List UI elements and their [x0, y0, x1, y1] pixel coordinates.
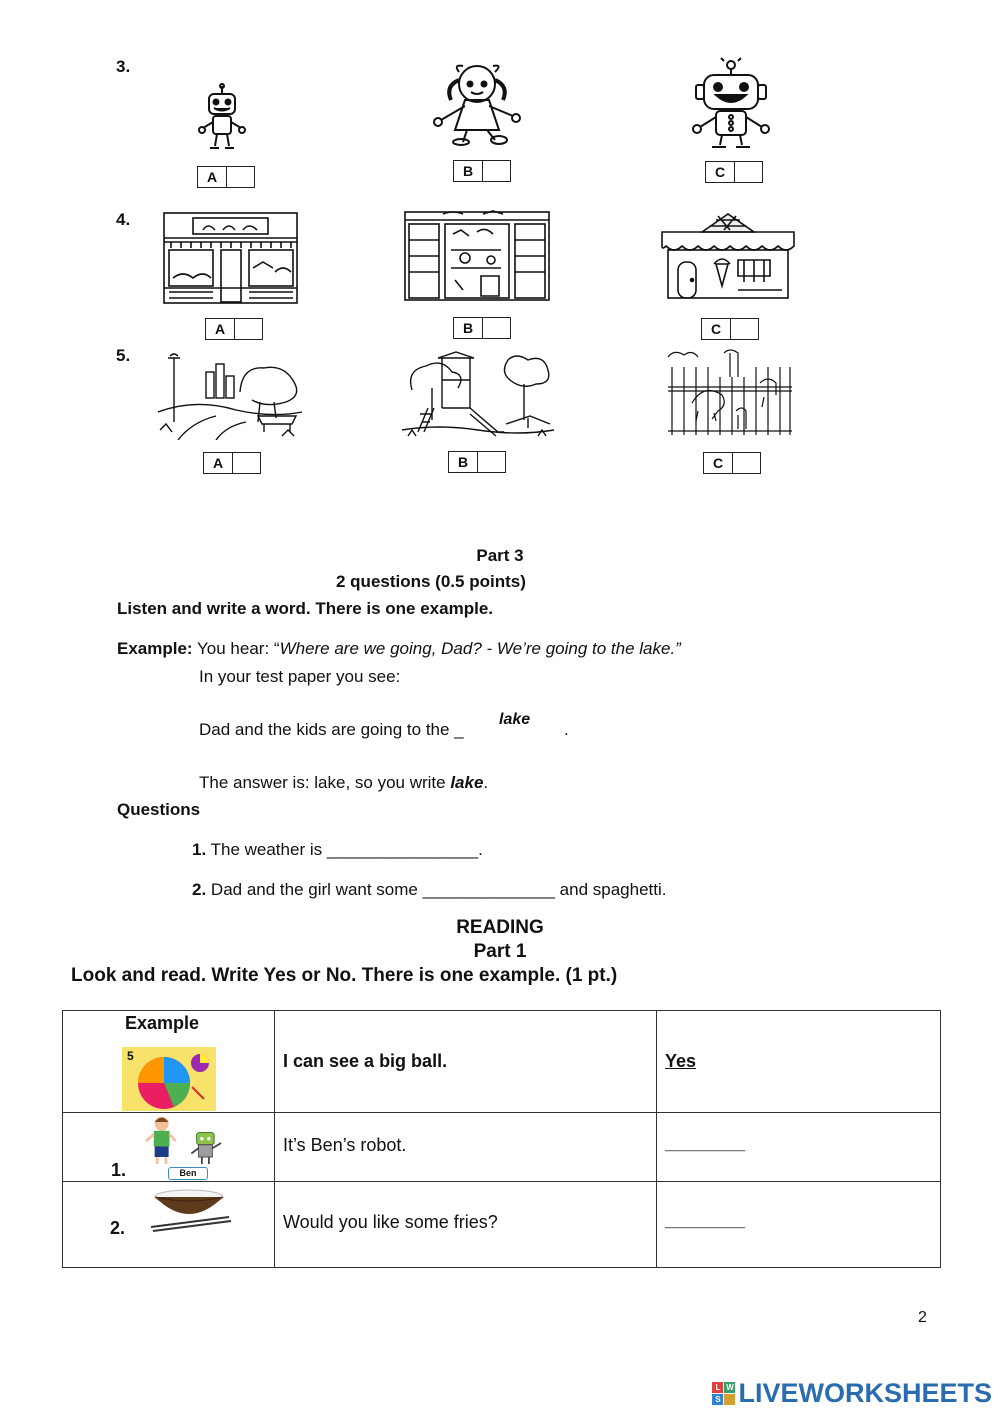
row-number: 2.: [110, 1218, 126, 1238]
answer-line: [199, 773, 488, 793]
boy-and-robot-picture: [136, 1115, 238, 1179]
park-picture: [156, 352, 304, 440]
logo-text: LIVEWORKSHEETS: [738, 1378, 992, 1408]
example-line: [117, 639, 681, 659]
option-label: A: [198, 167, 227, 187]
you-hear-quote: Where are we going, Dad? - We’re going to the lake.”: [279, 639, 681, 658]
table-row: [63, 1011, 941, 1113]
sentence-cell: [275, 1113, 657, 1182]
question-text: Dad and the girl want some ______________ and spaghetti.: [210, 880, 667, 899]
answer-box-b[interactable]: [453, 317, 511, 339]
rag-doll-picture: [425, 60, 530, 146]
picture-cell: [63, 1182, 275, 1268]
option-label: B: [449, 452, 478, 472]
answer-cell[interactable]: [657, 1182, 941, 1268]
in-paper-text: In your test paper you see:: [199, 667, 401, 686]
answer-line-end: .: [483, 773, 489, 792]
option-label: B: [454, 161, 483, 181]
bakery-shop-picture: [163, 212, 298, 304]
question-number: 3.: [116, 57, 131, 76]
option-label: C: [704, 453, 733, 473]
big-robot-picture: [688, 57, 774, 149]
picture-badge: 5: [127, 1049, 134, 1063]
reading-heading: READING: [456, 917, 544, 938]
name-tag: Ben: [168, 1167, 208, 1180]
answer-box-b[interactable]: [453, 160, 511, 182]
answer-box-c[interactable]: [703, 452, 761, 474]
rice-bowl-picture: [145, 1185, 235, 1233]
small-robot-picture: [195, 82, 249, 152]
answer-box-a[interactable]: [205, 318, 263, 340]
part-instruction: Listen and write a word. There is one example.: [117, 599, 493, 618]
logo-badge-icon: L W S: [712, 1382, 735, 1405]
answer-box-a[interactable]: [203, 452, 261, 474]
part-subtitle: 2 questions (0.5 points): [336, 572, 526, 591]
example-label: Example:: [117, 639, 193, 658]
question-number: 4.: [116, 210, 131, 229]
sentence-cell: [275, 1011, 657, 1113]
option-label: B: [454, 318, 483, 338]
answer-line-prefix: The answer is: lake, so you write: [199, 773, 451, 792]
playground-picture: [398, 350, 556, 438]
answer-blank[interactable]: ________: [665, 1210, 746, 1230]
table-row: [63, 1182, 941, 1268]
example-sentence-answer: lake: [499, 711, 531, 728]
question-2[interactable]: [192, 880, 667, 900]
you-hear-prefix: You hear: “: [197, 639, 280, 658]
example-sentence-end: .: [564, 720, 569, 739]
question-text: The weather is ________________.: [210, 840, 483, 859]
toy-shop-picture: [403, 210, 551, 302]
question-number: 1.: [192, 840, 207, 859]
sentence-text: It’s Ben’s robot.: [283, 1135, 407, 1155]
answer-text: Yes: [665, 1051, 697, 1071]
table-row: [63, 1113, 941, 1182]
reading-instruction: Look and read. Write Yes or No. There is one example. (1 pt.): [71, 965, 618, 986]
zoo-picture: [664, 347, 796, 437]
question-1[interactable]: [192, 840, 483, 860]
ice-cream-shop-picture: [658, 210, 798, 300]
row-number: 1.: [111, 1160, 127, 1180]
part-title: Part 3: [476, 546, 524, 565]
reading-part: Part 1: [473, 941, 527, 962]
question-number: 5.: [116, 346, 131, 365]
example-label: Example: [125, 1013, 200, 1033]
answer-box-a[interactable]: [197, 166, 255, 188]
answer-line-word: lake: [450, 773, 484, 792]
option-label: C: [706, 162, 735, 182]
answer-box-c[interactable]: [701, 318, 759, 340]
liveworksheets-logo[interactable]: [712, 1378, 992, 1409]
answer-box-b[interactable]: [448, 451, 506, 473]
sentence-cell: [275, 1182, 657, 1268]
example-cell: [63, 1011, 275, 1113]
question-number: 2.: [192, 880, 207, 899]
answer-cell[interactable]: [657, 1113, 941, 1182]
questions-label: Questions: [117, 800, 201, 819]
big-ball-picture: [122, 1047, 216, 1111]
option-label: A: [206, 319, 235, 339]
reading-table: [62, 1010, 941, 1268]
option-label: A: [204, 453, 233, 473]
sentence-text: Would you like some fries?: [283, 1212, 498, 1232]
picture-cell: [63, 1113, 275, 1182]
answer-box-c[interactable]: [705, 161, 763, 183]
answer-cell: [657, 1011, 941, 1113]
answer-blank[interactable]: ________: [665, 1133, 746, 1153]
page-number: 2: [918, 1309, 927, 1326]
example-sentence-start: Dad and the kids are going to the _: [199, 720, 464, 739]
option-label: C: [702, 319, 731, 339]
sentence-text: I can see a big ball.: [283, 1051, 448, 1071]
